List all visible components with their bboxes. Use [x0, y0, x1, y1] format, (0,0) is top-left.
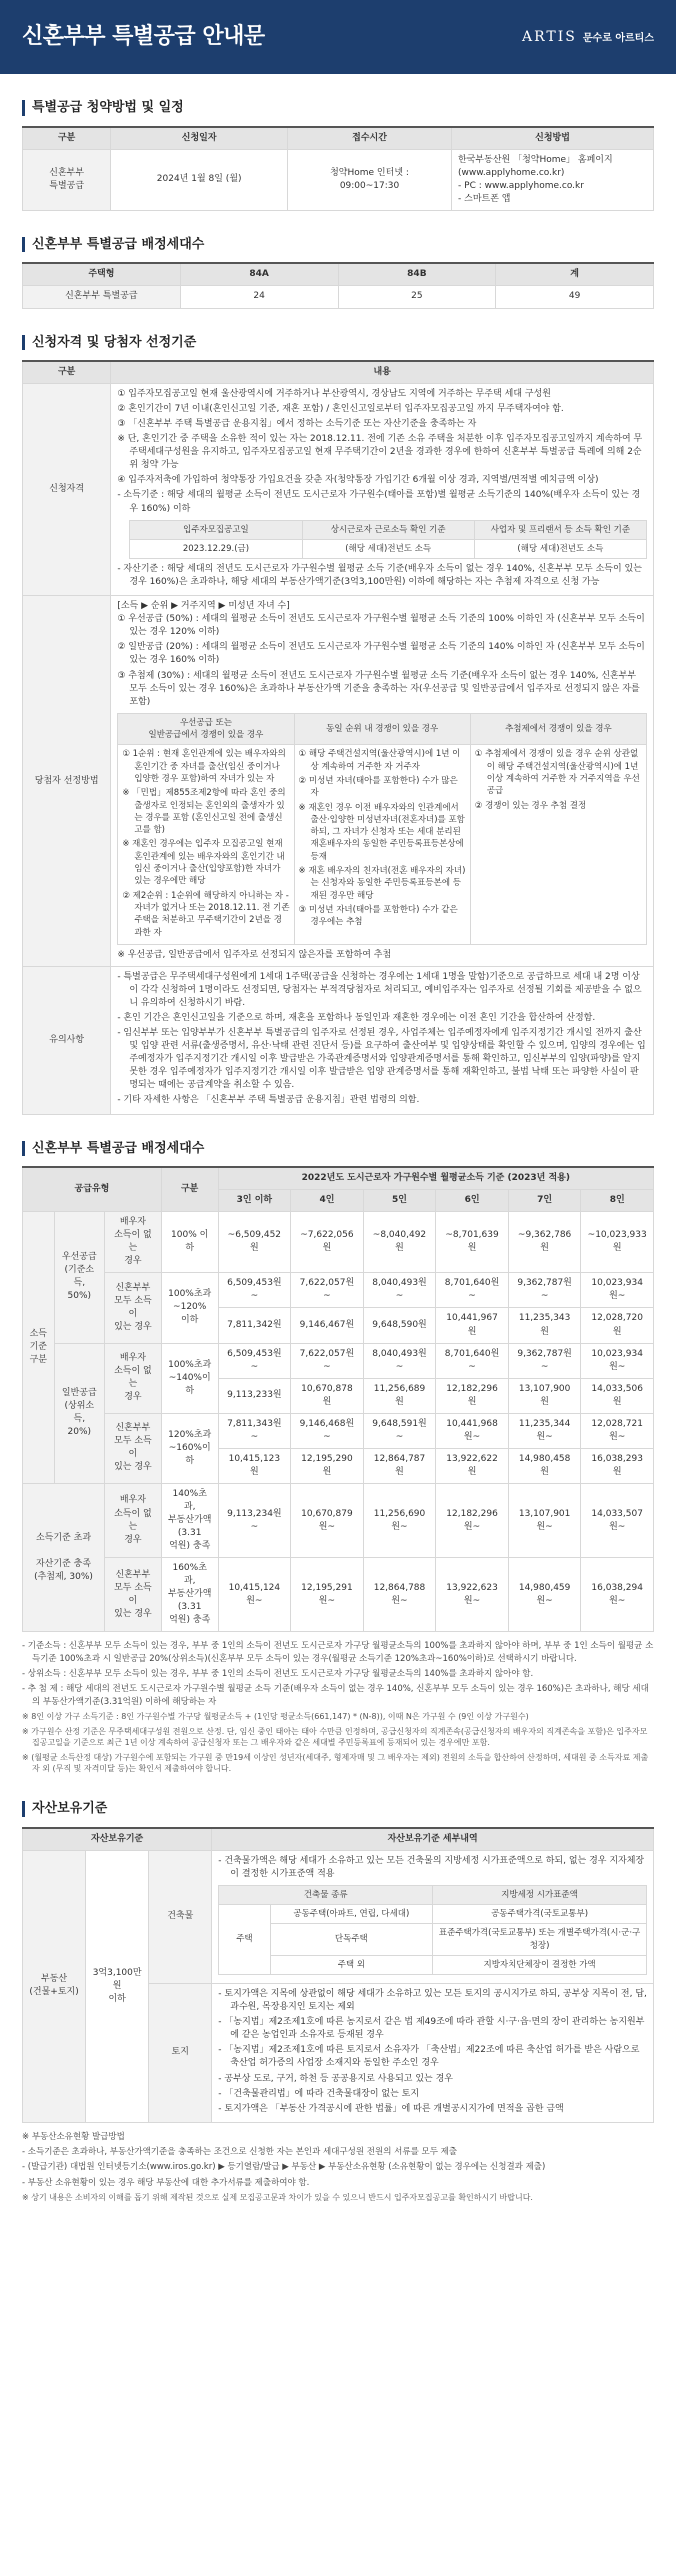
eligibility-table [22, 360, 654, 1114]
income-value: 7,622,057원~ [291, 1273, 364, 1308]
income-value: 12,864,788원~ [363, 1558, 436, 1632]
rank-item: ② 미성년 자녀(태아를 포함한다) 수가 많은 자 [298, 775, 458, 799]
row-label: 당첨자 선정방법 [23, 596, 111, 967]
winner-content [111, 596, 654, 967]
income-value: 12,028,720원 [581, 1308, 654, 1343]
income-value: 10,441,968원~ [436, 1413, 509, 1448]
income-value: 12,028,721원~ [581, 1413, 654, 1448]
income-percent: 100%초과 ~120% 이하 [161, 1273, 218, 1343]
eligibility-content [111, 384, 654, 596]
eligibility-item: ① 입주자모집공고일 현재 울산광역시에 거주하거나 부산광역시, 경상남도 지역에 거주하는 무주택 세대 구성원 [117, 389, 551, 400]
income-value: 8,701,640원~ [436, 1273, 509, 1308]
note-line: - 추 첨 제 : 해당 세대의 전년도 도시근로자 가구원수별 월평균 소득 기준(배우자 소득이 없는 경우 140%, 신혼부부 모두 소득이 있는 경우 160%)은 초과하나, 해당 세대의 부동산가액기준(3.31억원) 이하에 해당하는 자 [22, 1684, 649, 1707]
household-col-header: 8인 [581, 1190, 654, 1212]
section-schedule [0, 100, 676, 211]
land-item: - 「농지법」제2조제1호에 따른 토지로서 소유자가 「축산법」제22조에 따른 축산업 허가를 받은 사람으로 축산업 허가증의 사업장 소재지와 동일한 주소인 경우 [218, 2045, 640, 2069]
col-header: 자산보유기준 [23, 1828, 212, 1851]
table-cell: 단독주택 [270, 1924, 433, 1956]
dual-income-label: 신혼부부 모두 소득이 있는 경우 [105, 1273, 162, 1343]
rank-item: ③ 미성년 자녀(태아를 포함한다) 수가 같은 경우에는 추첨 [298, 905, 458, 928]
income-value: 14,980,459원~ [508, 1558, 581, 1632]
income-value: 9,113,234원~ [218, 1483, 291, 1557]
income-value: 8,701,640원~ [436, 1343, 509, 1378]
col-header: 지방세정 시가표준액 [433, 1885, 647, 1904]
rank-item: ※ 「민법」제855조제2항에 따라 혼인 중의 출생자로 인정되는 혼인외의 출생자가 있는 경우를 포함 (혼인신고일 전에 출생신고를 함) [122, 788, 286, 836]
col-header: 우선공급 또는 일반공급에서 경쟁이 있을 경우 [118, 713, 294, 745]
income-percent: 100% 이하 [161, 1212, 218, 1273]
eligibility-item: ② 혼인기간이 7년 이내(혼인신고일 기준, 재혼 포함) / 혼인신고일로부터 입주자모집공고일 까지 무주택자여야 함. [117, 404, 564, 415]
rank-item: ※ 재혼인 경우 이전 배우자와의 인관계에서 출산·입양한 미성년자녀(전혼자녀)를 포함하되, 그 자녀가 신청자 또는 세대 분리된 재혼배우자의 동일한 주민등록표등본상에 등재 [298, 802, 465, 862]
notice-item: - 혼인 기간은 혼인신고일을 기준으로 하며, 재혼을 포함하나 동일인과 재혼한 경우에는 이전 혼인 기간을 합산하여 산정함. [117, 1013, 596, 1024]
income-value: ~10,023,933원 [581, 1212, 654, 1273]
income-value: 13,107,901원~ [508, 1483, 581, 1557]
col-header: 84B [338, 263, 496, 286]
income-percent: 100%초과 ~140%이하 [161, 1343, 218, 1413]
income-check-table [129, 520, 647, 560]
header-banner [0, 0, 676, 74]
income-value: 9,362,787원~ [508, 1273, 581, 1308]
income-value: 9,146,468원~ [291, 1413, 364, 1448]
household-col-header: 6인 [436, 1190, 509, 1212]
rank-table [117, 713, 647, 945]
note-line: ※ 8인 이상 가구 소득기준 : 8인 가구원수별 가구당 월평균소득 + (1인당 평균소득(661,147) * (N-8)), 이때 N은 가구원 수 (9인 이상 가구원수) [22, 1711, 529, 1721]
rank-item: ② 제2순위 : 1순위에 해당하지 아니하는 자 - 자녀가 없거나 또는 2018.12.11. 전 기존 주택을 처분하고 무주택기간이 2년을 경과한 자 [122, 890, 290, 938]
income-value: 9,113,233원 [218, 1378, 291, 1413]
income-value: 8,040,493원~ [363, 1273, 436, 1308]
row-label: 주택 [219, 1904, 270, 1974]
col-header: 신청일자 [111, 127, 288, 150]
income-value: 12,195,290원 [291, 1448, 364, 1483]
single-income-label: 배우자 소득이 없는 경우 [105, 1483, 162, 1557]
table-cell: 공동주택가격(국토교통부) [433, 1904, 647, 1923]
winner-item: ② 일반공급 (20%) : 세대의 월평균 소득이 전년도 도시근로자 가구원수별 월평균 소득 기준의 140% 이하인 자 (신혼부부 모두 소득이 있는 경우 160% 이하) [117, 642, 645, 666]
income-value: 10,023,934원~ [581, 1343, 654, 1378]
general-label: 일반공급 (상위소득, 20%) [54, 1343, 104, 1483]
income-value: 13,922,623원~ [436, 1558, 509, 1632]
income-value: 12,182,296원~ [436, 1483, 509, 1557]
note-line: - 소득기준은 초과하나, 부동산가액기준을 충족하는 조건으로 신청한 자는 본인과 세대구성원 전원의 서류를 모두 제출 [22, 2146, 458, 2157]
income-value: 16,038,293원 [581, 1448, 654, 1483]
table-cell: 2023.12.29.(금) [130, 539, 302, 558]
winner-footnote: ※ 우선공급, 일반공급에서 입주자로 선정되지 않은자를 포함하여 추첨 [117, 949, 392, 960]
col-header: 추첨제에서 경쟁이 있을 경우 [470, 713, 646, 745]
section-income-table [0, 1141, 676, 1775]
building-criteria: - 건축물가액은 해당 세대가 소유하고 있는 모든 건축물의 지방세정 시가표준액으로 하되, 없는 경우 지자체장이 결정한 시가표준액 적용 [218, 1855, 645, 1879]
notice-content [111, 967, 654, 1114]
income-value: 11,256,690원~ [363, 1483, 436, 1557]
col-header: 신청방법 [452, 127, 654, 150]
income-value: 13,107,900원 [508, 1378, 581, 1413]
col-header: 동일 순위 내 경쟁이 있을 경우 [294, 713, 470, 745]
rank-item: ※ 재혼 배우자의 친자녀(전혼 배우자의 자녀)는 신청자와 동일한 주민등록표등본에 등재된 경우만 해당 [298, 866, 466, 901]
rank-item: ② 경쟁이 있는 경우 추첨 결정 [474, 800, 587, 811]
table-cell: 주택 외 [270, 1955, 433, 1974]
eligibility-item: ④ 입주자저축에 가입하여 청약통장 가입요건을 갖춘 자(청약통장 가입기간 6개월 이상 경과, 지역별/면적별 예치금액 이상) [117, 475, 599, 486]
income-value: 9,648,591원~ [363, 1413, 436, 1448]
income-value: ~8,040,492원 [363, 1212, 436, 1273]
col-header: 자산보유기준 세부내역 [212, 1828, 654, 1851]
schedule-table [22, 126, 654, 211]
household-col-header: 5인 [363, 1190, 436, 1212]
method-line: 한국부동산원 「청약Home」 홈페이지 [458, 154, 613, 165]
note-line: ※ 상기 내용은 소비자의 이해를 돕기 위해 제작된 것으로 실제 모집공고문과 차이가 있을 수 있으니 반드시 입주자모집공고를 확인하시기 바랍니다. [22, 2192, 533, 2202]
income-table [22, 1166, 654, 1632]
income-value: 7,622,057원~ [291, 1343, 364, 1378]
note-line: - 부동산 소유현황이 있는 경우 해당 부동산에 대한 추가서류를 제출하여야 함. [22, 2177, 310, 2188]
income-value: 7,811,343원~ [218, 1413, 291, 1448]
income-value: 11,235,343원 [508, 1308, 581, 1343]
income-value: 16,038,294원~ [581, 1558, 654, 1632]
income-percent: 140%초과, 부동산가액(3.31 억원) 충족 [161, 1483, 218, 1557]
col-header: 구분 [23, 127, 111, 150]
income-percent: 120%초과 ~160%이하 [161, 1413, 218, 1483]
single-income-label: 배우자 소득이 없는 경우 [105, 1212, 162, 1273]
col-header: 입주자모집공고일 [130, 520, 302, 539]
table-cell: 표준주택가격(국토교통부) 또는 개별주택가격(시·군·구청장) [433, 1924, 647, 1956]
row-label: 토지 [149, 1984, 212, 2122]
household-col-header: 3인 이하 [218, 1190, 291, 1212]
rank-item: ① 1순위 : 현재 혼인관계에 있는 배우자와의 혼인기간 중 자녀를 출산(임신 중이거나 입양한 경우 포함)하여 자녀가 있는 자 [122, 749, 286, 784]
section-asset [0, 1801, 676, 2204]
income-value: ~9,362,786원 [508, 1212, 581, 1273]
income-value: ~6,509,452원 [218, 1212, 291, 1273]
brand-logo [522, 27, 654, 47]
supply-type: 신혼부부 특별공급 [23, 149, 111, 210]
asset-notes [22, 2131, 654, 2204]
income-value: 10,023,934원~ [581, 1273, 654, 1308]
land-item: - 「건축물관리법」에 따라 건축물대장이 없는 토지 [218, 2088, 420, 2099]
table-cell: 공동주택(아파트, 연립, 다세대) [270, 1904, 433, 1923]
brand-subname: 문수로 아르티스 [582, 32, 654, 44]
col-header: 계 [496, 263, 654, 286]
rank-item: ① 추첨제에서 경쟁이 있을 경우 순위 상관없이 해당 주택건설지역(울산광역시)에 1년 이상 계속하여 거주한 자 거주지역을 우선 공급 [474, 749, 640, 797]
note-line: ※ (월평균 소득산정 대상) 가구원수에 포함되는 가구원 중 만19세 이상인 성년자(세대주, 형제자매 및 그 배우자는 제외) 전원의 소득을 합산하여 산정하며, 세대원 중 소득자료 제출자 외 (무직 및 자격미달 등)는 확인서 제출하여야 합니다. [22, 1752, 649, 1774]
asset-table [22, 1827, 654, 2123]
col-header: 구분 [161, 1167, 218, 1212]
notice-item: - 특별공급은 무주택세대구성원에게 1세대 1주택(공급을 신청하는 경우에는 1세대 1명을 말함)기준으로 공급하므로 세대 내 2명 이상이 각각 신청하여 1명이라도 선정되면, 당첨자는 부적격당첨자로 처리되고, 예비입주자는 입주자로 선정될 기회를 제공받을 수 없으니 유의하여 신청하시기 바람. [117, 972, 642, 1009]
household-col-header: 4인 [291, 1190, 364, 1212]
row-label: 유의사항 [23, 967, 111, 1114]
income-value: 6,509,453원~ [218, 1273, 291, 1308]
eligibility-item: ※ 단, 혼인기간 중 주택을 소유한 적이 있는 자는 2018.12.11. 전에 기존 소유 주택을 처분한 이후 입주자모집공고일까지 계속하여 무주택세대구성원을 유지하고, 입주자모집공고일 현재 무주택기간이 2년을 경과한 경우에 한하여 신혼부부 특별공급 특례에 의해 2순위 청약 가능 [117, 434, 643, 471]
count-total: 49 [496, 286, 654, 308]
col-header: 84A [180, 263, 338, 286]
asset-limit: 3억3,100만원 이하 [86, 1850, 149, 2122]
single-income-label: 배우자 소득이 없는 경우 [105, 1343, 162, 1413]
asset-criteria: - 자산기준 : 해당 세대의 전년도 도시근로자 가구원수별 월평균 소득 기준(배우자 소득이 없는 경우 140%, 신혼부부 모두 소득이 있는 경우 160%)은 초과하나, 해당 세대의 부동산가액기준(3억3,100만원) 이하에 해당하는 자는 추첨제 자격으로 신청 가능 [117, 564, 642, 588]
section-title: 신혼부부 특별공급 배정세대수 [22, 237, 654, 253]
allocation-table [22, 262, 654, 308]
note-line: - (발급기관) 대법원 인터넷등기소(www.iros.go.kr) ▶ 등기열람/발급 ▶ 부동산 ▶ 부동산소유현황 (소유현황이 없는 경우에는 신청결과 제출) [22, 2162, 546, 2173]
income-value: 14,033,506원 [581, 1378, 654, 1413]
income-value: ~8,701,639원 [436, 1212, 509, 1273]
income-value: 6,509,453원~ [218, 1343, 291, 1378]
row-label: 부동산 (건물+토지) [23, 1850, 86, 2122]
col-header: 구분 [23, 361, 111, 384]
household-col-header: 7인 [508, 1190, 581, 1212]
section-title: 신혼부부 특별공급 배정세대수 [22, 1141, 654, 1157]
method-line: - PC : www.applyhome.co.kr [458, 180, 584, 191]
income-percent: 160%초과, 부동산가액(3.31 억원) 충족 [161, 1558, 218, 1632]
apply-date: 2024년 1월 8일 (월) [111, 149, 288, 210]
income-value: ~7,622,056원 [291, 1212, 364, 1273]
building-table [218, 1885, 647, 1976]
income-value: 10,415,124원~ [218, 1558, 291, 1632]
income-value: 8,040,493원~ [363, 1343, 436, 1378]
income-value: 9,146,467원 [291, 1308, 364, 1343]
table-cell: 지방자치단체장이 결정한 가액 [433, 1955, 647, 1974]
col-header: 상시근로자 근로소득 확인 기준 [302, 520, 474, 539]
method-link[interactable]: (www.applyhome.co.kr) [458, 167, 565, 178]
income-value: 9,362,787원~ [508, 1343, 581, 1378]
section-eligibility [0, 335, 676, 1115]
brand-name: ARTIS [522, 28, 577, 45]
income-notes [22, 1640, 654, 1775]
eligibility-item: - 소득기준 : 해당 세대의 월평균 소득이 전년도 도시근로자 가구원수(태아를 포함)별 월평균 소득기준의 140%(배우자 소득이 있는 경우 160%) 이하 [117, 490, 641, 514]
row-label: 신혼부부 특별공급 [23, 286, 181, 308]
income-value: 12,182,296원 [436, 1378, 509, 1413]
section-title: 특별공급 청약방법 및 일정 [22, 100, 654, 116]
note-line: ※ 가구원수 산정 기준은 무주택세대구성원 전원으로 산정. 단, 임신 중인 태아는 태아 수만큼 인정하며, 공급신청자의 직계존속(공급신청자의 배우자의 직계존속을 포함)은 입주자모집공고일을 기준으로 최근 1년 이상 계속하여 공급신청자 또는 그 배우자와 같은 세대별 주민등록표에 등재되어 있는 경우에만 포함. [22, 1726, 648, 1748]
income-value: 11,256,689원 [363, 1378, 436, 1413]
land-item: - 공부상 도로, 구거, 하천 등 공공용지로 사용되고 있는 경우 [218, 2073, 453, 2084]
section-title: 자산보유기준 [22, 1801, 654, 1817]
eligibility-item: ③ 「신혼부부 주택 특별공급 운용지침」에서 정하는 소득기준 또는 자산기준을 충족하는 자 [117, 419, 477, 430]
apply-time: 청약Home 인터넷 : 09:00~17:30 [288, 149, 452, 210]
income-value: 12,195,291원~ [291, 1558, 364, 1632]
over-income-label: 소득기준 초과 자산기준 충족 (추첨제, 30%) [23, 1483, 105, 1631]
col-header: 건축물 종류 [219, 1885, 433, 1904]
income-value: 10,415,123원 [218, 1448, 291, 1483]
land-item: - 토지가액은 지목에 상관없이 해당 세대가 소유하고 있는 모든 토지의 공시지가로 하되, 공부상 지목이 전, 답, 과수원, 목장용지인 토지는 제외 [218, 1989, 647, 2013]
note-line: - 상위소득 : 신혼부부 모두 소득이 있는 경우, 부부 중 1인의 소득이 전년도 도시근로자 가구당 월평균소득의 140%를 초과하지 않아야 함. [22, 1669, 534, 1680]
winner-item: ③ 추첨제 (30%) : 세대의 월평균 소득이 전년도 도시근로자 가구원수별 월평균 소득 기준(배우자 소득이 없는 경우 140%, 신혼부부 모두 소득이 있는 경우 160%)은 초과하나 부동산가액 기준을 충족하는 자(우선공급 및 일반공급에서 입주자로 선정되지 않은 자를 포함) [117, 670, 640, 707]
income-value: 13,922,622원 [436, 1448, 509, 1483]
income-value: 10,670,878원 [291, 1378, 364, 1413]
winner-item: ① 우선공급 (50%) : 세대의 월평균 소득이 전년도 도시근로자 가구원수별 월평균 소득 기준의 100% 이하인 자 (신혼부부 모두 소득이 있는 경우 120% 이하) [117, 614, 645, 638]
rank-item: ※ 재혼인 경우에는 입주자 모집공고일 현재 혼인관계에 있는 배우자와의 혼인기간 내 임신 중이거나 출산(입양포함)한 자녀가 있는 경우에만 해당 [122, 839, 285, 887]
method-line: - 스마트폰 앱 [458, 193, 511, 204]
row-label: 건축물 [149, 1850, 212, 1984]
priority-label: 우선공급 (기준소득, 50%) [54, 1212, 104, 1343]
row-label: 신청자격 [23, 384, 111, 596]
income-value: 10,441,967원 [436, 1308, 509, 1343]
table-cell: (해당 세대)전년도 소득 [474, 539, 646, 558]
col-header: 접수시간 [288, 127, 452, 150]
table-cell: (해당 세대)전년도 소득 [302, 539, 474, 558]
income-value: 7,811,342원 [218, 1308, 291, 1343]
count-84b: 25 [338, 286, 496, 308]
dual-income-label: 신혼부부 모두 소득이 있는 경우 [105, 1558, 162, 1632]
income-group-label: 소득 기준 구분 [23, 1212, 55, 1484]
col-header: 사업자 및 프리랜서 등 소득 확인 기준 [474, 520, 646, 539]
income-value: 9,648,590원 [363, 1308, 436, 1343]
note-line: - 기준소득 : 신혼부부 모두 소득이 있는 경우, 부부 중 1인의 소득이 전년도 도시근로자 가구당 월평균소득의 100%를 초과하지 않아야 하며, 부부 중 1인 소득이 월평균 소득기준 100%초과 시 일반공급 20%(상위소득)(신혼부부 모두 소득이 있는 경우(월평균 소득기준 120%초과~160%이하)로 선택하시기 바랍니다. [22, 1641, 654, 1664]
page-title: 신혼부부 특별공급 안내문 [22, 24, 265, 50]
dual-income-label: 신혼부부 모두 소득이 있는 경우 [105, 1413, 162, 1483]
notice-item: - 기타 자세한 사항은 「신혼부부 주택 특별공급 운용지침」관련 법령의 의함. [117, 1095, 420, 1106]
col-header: 공급유형 [23, 1167, 162, 1212]
land-item: - 토지가액은 「부동산 가격공시에 관한 법률」에 따른 개별공시지가에 면적을 곱한 금액 [218, 2103, 564, 2114]
rank-item: ① 해당 주택건설지역(울산광역시)에 1년 이상 계속하여 거주한 자 거주자 [298, 749, 461, 772]
count-84a: 24 [180, 286, 338, 308]
notice-item: - 임신부부 또는 입양부부가 신혼부부 특별공급의 입주자로 선정된 경우, 사업주체는 입주예정자에게 입주지정기간 개시일 전까지 출산 및 입양 관련 서류(출생증명서, 유산·낙태 관련 진단서 등)를 요구하여 출산여부 및 입양상태를 확인할 수 있으며, 입양의 경우에는 입주예정자가 입주지정기간 개시일 이후 발급받은 가족관계증명서와 입양관계증명서를 통해 확인하고, 임신부부의 입양(파양)를 알지 못한 경우 입주예정자가 입주지정기간 개시일 이후 발급받은 입양 관계증명서를 통해 재확인하고, 불법 낙태 또는 파양한 사실이 판명되는 때에는 공급계약을 취소할 수 있음. [117, 1028, 646, 1091]
winner-order: [소득 ▶ 순위 ▶ 거주지역 ▶ 미성년 자녀 수] [117, 601, 290, 612]
income-value: 14,980,458원 [508, 1448, 581, 1483]
income-value: 11,235,344원~ [508, 1413, 581, 1448]
note-line: ※ 부동산소유현황 발급방법 [22, 2131, 125, 2142]
section-title: 신청자격 및 당첨자 선정기준 [22, 335, 654, 351]
col-header: 내용 [111, 361, 654, 384]
section-allocation [0, 237, 676, 309]
income-value: 14,033,507원~ [581, 1483, 654, 1557]
income-value: 12,864,787원 [363, 1448, 436, 1483]
land-item: - 「농지법」제2조제1호에 따른 농지로서 같은 법 제49조에 따라 관할 시·구·읍·면의 장이 관리하는 농지원부에 같은 농업인과 소유자로 등재된 경우 [218, 2017, 645, 2041]
income-value: 10,670,879원~ [291, 1483, 364, 1557]
col-header: 주택형 [23, 263, 181, 286]
col-header: 2022년도 도시근로자 가구원수별 월평균소득 기준 (2023년 적용) [218, 1167, 653, 1190]
